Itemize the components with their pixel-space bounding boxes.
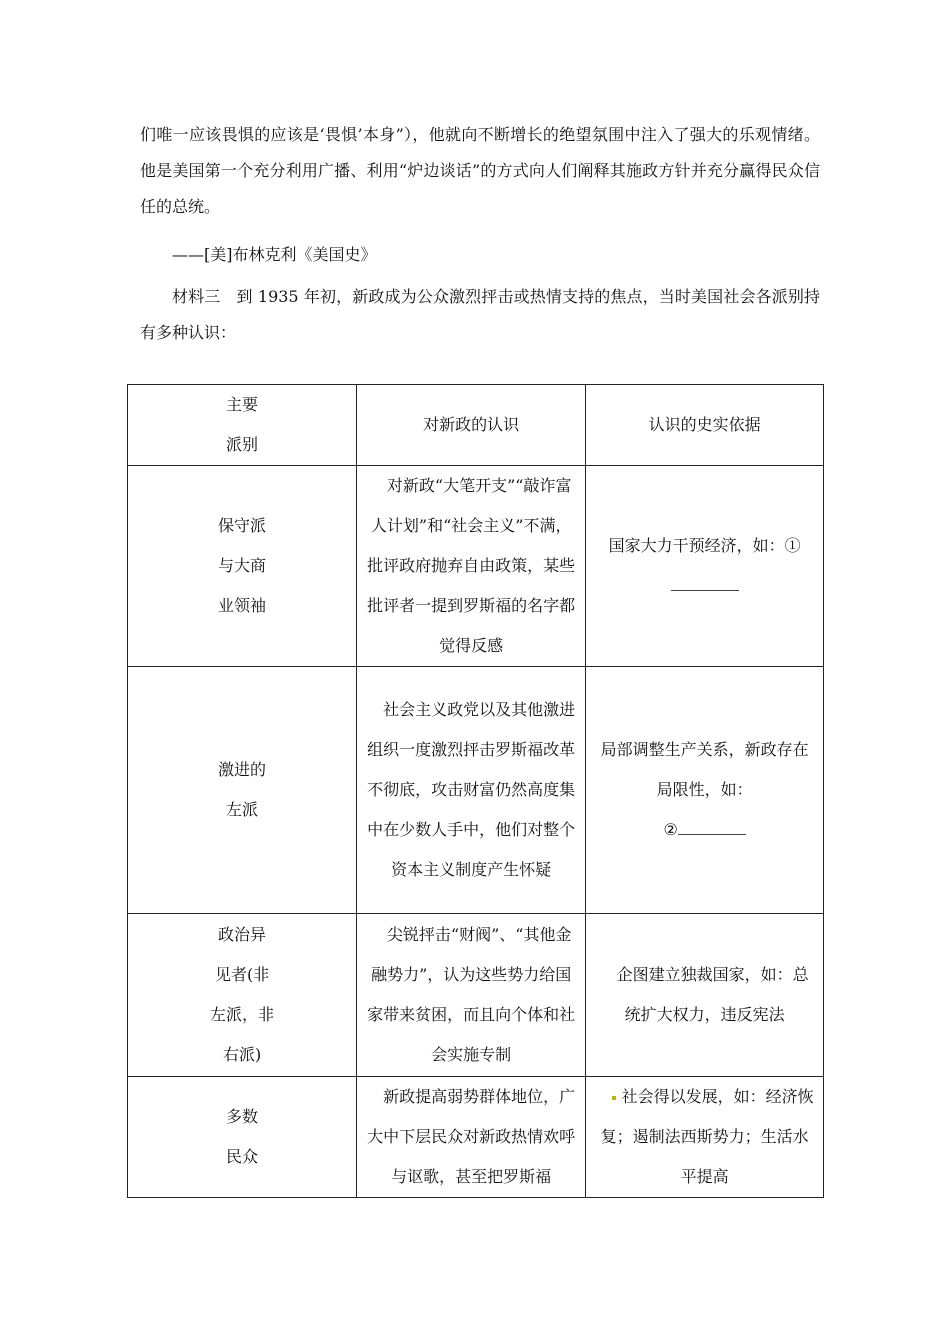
intro-paragraph: 们唯一应该畏惧的应该是‘畏惧’本身”），他就向不断增长的绝望氛围中注入了强大的乐观情绪。他是美国第一个充分利用广播、利用“炉边谈话”的方式向人们阐释其施政方针并充分赢得民众信任的总统。	[140, 125, 820, 216]
faction-cell	[128, 1077, 357, 1198]
table-header-row	[128, 385, 824, 466]
dot-mark-icon	[612, 1096, 616, 1100]
table-row	[128, 914, 824, 1077]
basis-cell	[586, 1077, 824, 1198]
table-row	[128, 1077, 824, 1198]
basis-text: 局部调整生产关系，新政存在局限性，如：	[600, 740, 809, 799]
faction-cell	[128, 466, 357, 667]
header-view: 对新政的认识	[357, 385, 586, 466]
basis-text: 社会得以发展，如：经济恢复；遏制法西斯势力；生活水平提高	[600, 1087, 814, 1186]
factions-table	[127, 384, 824, 1198]
material-three-paragraph: 材料三 到 1935 年初，新政成为公众激烈抨击或热情支持的焦点，当时美国社会各派别持有多种认识：	[140, 287, 820, 342]
faction-cell	[128, 914, 357, 1077]
faction-line: 右派)	[222, 1045, 262, 1064]
faction-line: 激进的	[218, 760, 267, 779]
source-citation: ——[美]布林克利《美国史》	[172, 245, 377, 264]
view-cell: 新政提高弱势群体地位，广大中下层民众对新政热情欢呼与讴歌，甚至把罗斯福	[357, 1077, 586, 1198]
answer-marker: ②	[663, 820, 678, 839]
header-basis: 认识的史实依据	[586, 385, 824, 466]
faction-line: 业领袖	[218, 596, 267, 615]
basis-cell	[586, 667, 824, 914]
faction-line: 与大商	[218, 556, 267, 575]
faction-cell	[128, 667, 357, 914]
faction-line: 政治异	[218, 925, 267, 944]
faction-line: 见者(非	[214, 965, 270, 984]
basis-text: 国家大力干预经济，如：①	[608, 536, 801, 555]
faction-line: 左派	[226, 800, 259, 819]
faction-line: 左派，非	[210, 1005, 275, 1024]
header-faction	[128, 385, 357, 466]
faction-line: 多数	[226, 1107, 259, 1126]
faction-line: 保守派	[218, 516, 267, 535]
view-cell: 对新政“大笔开支”“敲诈富人计划”和“社会主义”不满，批评政府抛弃自由政策，某些批评者一提到罗斯福的名字都觉得反感	[357, 466, 586, 667]
answer-blank-2[interactable]	[594, 810, 815, 850]
view-cell: 社会主义政党以及其他激进组织一度激烈抨击罗斯福改革不彻底，攻击财富仍然高度集中在少数人手中，他们对整个资本主义制度产生怀疑	[357, 667, 586, 914]
header-faction-line2: 派别	[226, 435, 259, 454]
table-row	[128, 667, 824, 914]
basis-cell: 企图建立独裁国家，如：总统扩大权力，违反宪法	[586, 914, 824, 1077]
header-faction-line1: 主要	[226, 395, 259, 414]
blank-line	[671, 572, 739, 591]
answer-blank-1[interactable]	[594, 566, 815, 606]
faction-line: 民众	[226, 1147, 259, 1166]
basis-cell	[586, 466, 824, 667]
view-cell: 尖锐抨击“财阀”、“其他金融势力”，认为这些势力给国家带来贫困，而且向个体和社会实施专制	[357, 914, 586, 1077]
blank-line	[678, 816, 746, 835]
table-row	[128, 466, 824, 667]
